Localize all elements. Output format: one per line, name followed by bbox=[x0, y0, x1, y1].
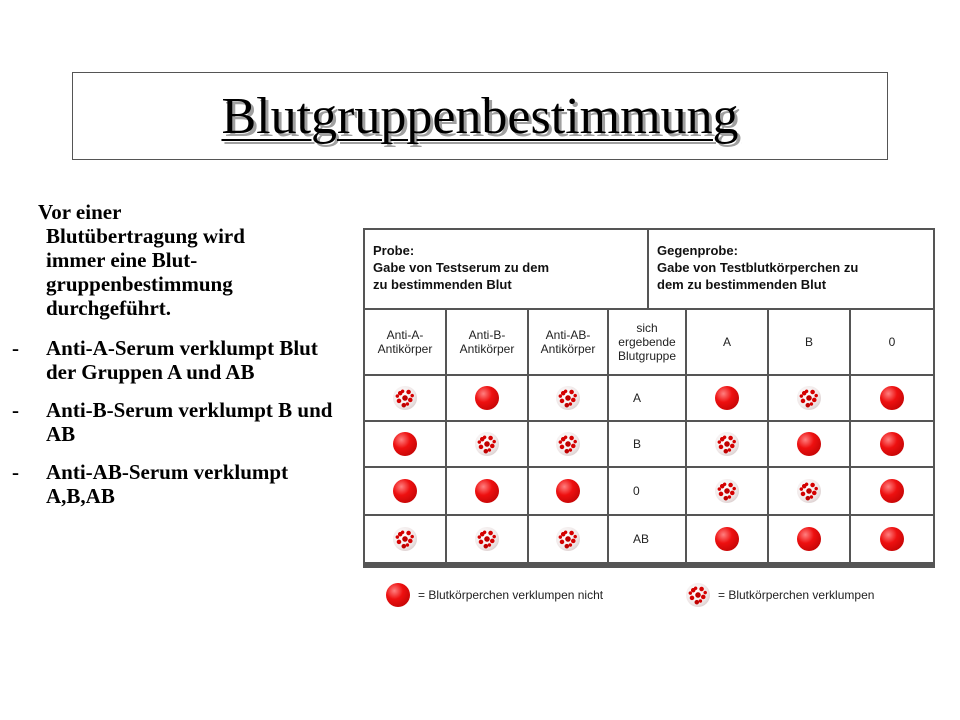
bullet-text: Anti-A-Serum verklumpt Blut der Gruppen A und AB bbox=[46, 336, 318, 384]
column-header-line: sich bbox=[636, 321, 658, 335]
intro-line: durchgeführt. bbox=[46, 296, 172, 320]
column-header bbox=[769, 310, 849, 374]
table-cell bbox=[365, 376, 445, 420]
table-cell bbox=[529, 422, 607, 466]
column-header-line: Antikörper bbox=[459, 342, 515, 356]
red-cell-icon bbox=[393, 432, 417, 456]
text-column bbox=[8, 200, 344, 522]
intro-line: gruppenbestimmung bbox=[46, 272, 233, 296]
column-header-line: ergebende bbox=[618, 335, 676, 349]
blood-group-label: A bbox=[609, 376, 685, 420]
column-header-line: Anti-AB- bbox=[545, 328, 591, 342]
probe-header-title: Probe: bbox=[373, 243, 415, 258]
column-header-line: Antikörper bbox=[540, 342, 596, 356]
red-cell-icon bbox=[475, 386, 499, 410]
red-cell-icon bbox=[556, 479, 580, 503]
table-cell bbox=[851, 376, 933, 420]
table-cell bbox=[769, 468, 849, 514]
agglutinated-cell-icon bbox=[556, 432, 580, 456]
bullet-dash: - bbox=[12, 460, 19, 484]
column-header bbox=[609, 310, 685, 374]
bullet-item bbox=[8, 398, 344, 446]
table-cell bbox=[769, 422, 849, 466]
bullet-text: Anti-B-Serum verklumpt B und AB bbox=[46, 398, 333, 446]
gegenprobe-header-line: dem zu bestimmenden Blut bbox=[657, 277, 827, 292]
table-cell bbox=[687, 422, 767, 466]
blood-group-label: 0 bbox=[609, 468, 685, 514]
bullet-item bbox=[8, 460, 344, 508]
agglutinated-cell-icon bbox=[797, 479, 821, 503]
agglutinated-cell-icon bbox=[556, 386, 580, 410]
red-cell-icon bbox=[393, 479, 417, 503]
column-header bbox=[365, 310, 445, 374]
table-cell bbox=[447, 468, 527, 514]
probe-header bbox=[365, 230, 647, 308]
table-cell bbox=[529, 468, 607, 514]
agglutinated-cell-icon bbox=[686, 583, 710, 607]
intro-paragraph bbox=[38, 200, 344, 320]
table-cell bbox=[687, 376, 767, 420]
bullet-dash: - bbox=[12, 336, 19, 360]
red-cell-icon bbox=[797, 527, 821, 551]
column-header bbox=[687, 310, 767, 374]
column-header-line: 0 bbox=[888, 335, 896, 349]
intro-line: immer eine Blut- bbox=[46, 248, 198, 272]
blood-group-label: B bbox=[609, 422, 685, 466]
bullet-dash: - bbox=[12, 398, 19, 422]
table-cell bbox=[769, 516, 849, 562]
table-cell bbox=[687, 516, 767, 562]
agglutinated-cell-icon bbox=[475, 432, 499, 456]
red-cell-icon bbox=[715, 527, 739, 551]
column-header-line: A bbox=[722, 335, 731, 349]
column-header-line: B bbox=[804, 335, 813, 349]
bullet-text: Anti-AB-Serum verklumpt A,B,AB bbox=[46, 460, 289, 508]
bullet-item bbox=[8, 336, 344, 384]
gegenprobe-header-title: Gegenprobe: bbox=[657, 243, 738, 258]
gegenprobe-header bbox=[649, 230, 933, 308]
table-cell bbox=[851, 422, 933, 466]
table-cell bbox=[851, 516, 933, 562]
agglutinated-cell-icon bbox=[715, 479, 739, 503]
agglutinated-cell-icon bbox=[797, 386, 821, 410]
blood-group-label: AB bbox=[609, 516, 685, 562]
probe-header-line: zu bestimmenden Blut bbox=[373, 277, 512, 292]
table-cell bbox=[447, 376, 527, 420]
table-cell bbox=[447, 516, 527, 562]
red-cell-icon bbox=[880, 386, 904, 410]
table-cell bbox=[851, 468, 933, 514]
agglutinated-cell-icon bbox=[556, 527, 580, 551]
probe-header-line: Gabe von Testserum zu dem bbox=[373, 260, 550, 275]
column-header bbox=[529, 310, 607, 374]
column-header-line: Anti-B- bbox=[468, 328, 506, 342]
agglutinated-cell-icon bbox=[393, 527, 417, 551]
page-title: Blutgruppenbestimmung bbox=[221, 87, 739, 145]
legend-text: = Blutkörperchen verklumpen nicht bbox=[418, 588, 604, 602]
table-cell bbox=[529, 516, 607, 562]
red-cell-icon bbox=[797, 432, 821, 456]
column-header-line: Blutgruppe bbox=[617, 349, 677, 363]
legend-agglutination bbox=[686, 583, 874, 607]
table-cell bbox=[529, 376, 607, 420]
blood-group-table bbox=[363, 228, 935, 568]
agglutinated-cell-icon bbox=[393, 386, 417, 410]
gegenprobe-header-line: Gabe von Testblutkörperchen zu bbox=[657, 260, 859, 275]
table-cell bbox=[365, 422, 445, 466]
table-cell bbox=[447, 422, 527, 466]
column-header-line: Antikörper bbox=[377, 342, 433, 356]
column-header-line: Anti-A- bbox=[386, 328, 424, 342]
table-cell bbox=[769, 376, 849, 420]
column-header bbox=[851, 310, 933, 374]
red-cell-icon bbox=[880, 432, 904, 456]
table-cell bbox=[365, 516, 445, 562]
legend-no-agglutination bbox=[386, 583, 603, 607]
red-cell-icon bbox=[880, 527, 904, 551]
title-box bbox=[72, 72, 888, 160]
agglutinated-cell-icon bbox=[475, 527, 499, 551]
red-cell-icon bbox=[880, 479, 904, 503]
red-cell-icon bbox=[475, 479, 499, 503]
agglutinated-cell-icon bbox=[715, 432, 739, 456]
red-cell-icon bbox=[386, 583, 410, 607]
table-cell bbox=[687, 468, 767, 514]
intro-line: Blutübertragung wird bbox=[46, 224, 245, 248]
red-cell-icon bbox=[715, 386, 739, 410]
legend-text: = Blutkörperchen verklumpen bbox=[718, 588, 875, 602]
table-cell bbox=[365, 468, 445, 514]
intro-line: Vor einer bbox=[38, 200, 122, 224]
column-header bbox=[447, 310, 527, 374]
